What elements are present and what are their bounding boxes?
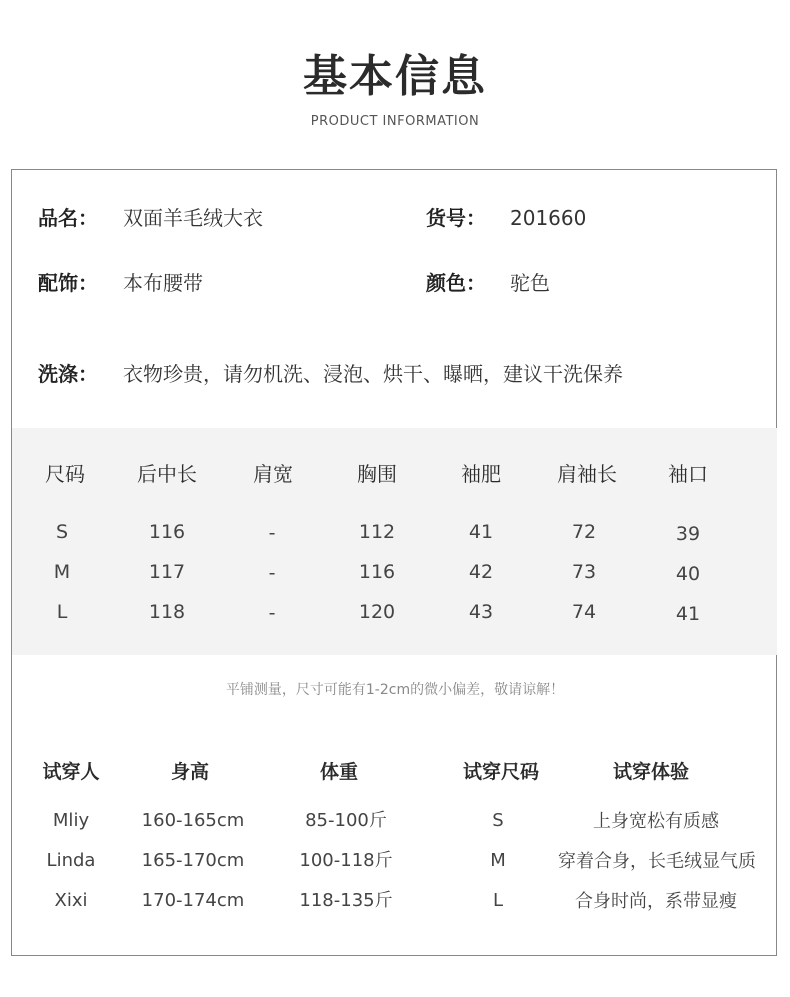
trial-cell: Xixi — [54, 890, 88, 911]
accessory-label: 配饰： — [38, 271, 98, 295]
size-cell: - — [268, 562, 276, 584]
sku-value: 201660 — [510, 206, 587, 230]
wash-label: 洗涤： — [38, 362, 98, 386]
size-cell: 41 — [675, 603, 701, 625]
trial-cell: L — [492, 890, 504, 911]
size-cell: 43 — [468, 601, 494, 623]
trial-cell: S — [492, 810, 504, 831]
measurement-note: 平铺测量，尺寸可能有1-2cm的微小偏差，敬请谅解！ — [225, 682, 565, 698]
size-cell: 72 — [571, 521, 597, 543]
trial-cell: Linda — [46, 850, 96, 871]
name-value: 双面羊毛绒大衣 — [123, 206, 263, 230]
size-cell: 118 — [148, 601, 186, 623]
size-header-chest: 胸围 — [357, 462, 397, 486]
size-header-cuff: 袖口 — [668, 462, 708, 486]
size-header-sleeve-width: 袖肥 — [461, 462, 501, 486]
size-header-sleeve-length: 肩袖长 — [557, 462, 617, 486]
trial-cell: 85-100斤 — [305, 810, 387, 831]
color-label: 颜色： — [426, 271, 486, 295]
trial-cell: 165-170cm — [141, 850, 245, 871]
color-value: 驼色 — [510, 271, 550, 295]
size-header-back-length: 后中长 — [137, 462, 197, 486]
size-cell: 41 — [468, 521, 494, 543]
size-cell: - — [268, 602, 276, 624]
size-cell: 116 — [148, 521, 186, 543]
trial-header-experience: 试穿体验 — [612, 761, 689, 783]
trial-cell: 118-135斤 — [299, 890, 393, 911]
size-cell: 117 — [148, 561, 186, 583]
size-cell: M — [53, 561, 71, 583]
size-cell: 112 — [358, 521, 396, 543]
accessory-value: 本布腰带 — [123, 271, 203, 295]
wash-value: 衣物珍贵，请勿机洗、浸泡、烘干、曝晒，建议干洗保养 — [123, 362, 623, 386]
trial-header-height: 身高 — [170, 761, 209, 783]
trial-header-weight: 体重 — [319, 761, 358, 783]
size-cell: L — [56, 601, 68, 623]
trial-header-person: 试穿人 — [42, 761, 100, 783]
page-title: 基本信息 — [303, 51, 487, 102]
size-cell: - — [268, 522, 276, 544]
trial-cell: Mliy — [52, 810, 90, 831]
trial-cell: 160-165cm — [141, 810, 245, 831]
size-cell: 39 — [675, 523, 701, 545]
page-subtitle: PRODUCT INFORMATION — [310, 114, 480, 129]
trial-cell: M — [490, 850, 506, 871]
size-cell: S — [55, 521, 69, 543]
size-header-size: 尺码 — [45, 462, 85, 486]
trial-cell: 合身时尚，系带显瘦 — [575, 891, 737, 912]
trial-cell: 170-174cm — [141, 890, 245, 911]
size-cell: 40 — [675, 563, 701, 585]
size-cell: 74 — [571, 601, 597, 623]
size-cell: 42 — [468, 561, 494, 583]
sku-label: 货号： — [426, 206, 486, 230]
trial-cell: 穿着合身，长毛绒显气质 — [558, 851, 756, 872]
name-label: 品名： — [38, 206, 98, 230]
size-cell: 116 — [358, 561, 396, 583]
trial-cell: 100-118斤 — [299, 850, 393, 871]
size-cell: 73 — [571, 561, 597, 583]
trial-header-size: 试穿尺码 — [462, 761, 539, 783]
size-cell: 120 — [358, 601, 396, 623]
trial-cell: 上身宽松有质感 — [593, 811, 719, 832]
size-header-shoulder: 肩宽 — [253, 462, 293, 486]
